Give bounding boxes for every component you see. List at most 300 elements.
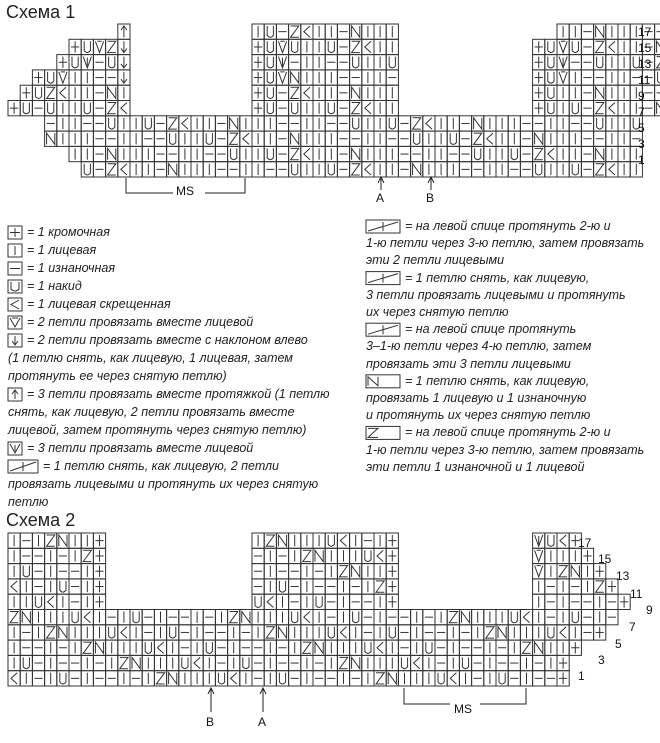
legend-line: протянуть ее через снятую петлю) [8,369,227,383]
twisted-knit-symbol [194,657,200,668]
legend-cross-symbol [10,462,36,471]
yarn-over-symbol [365,550,371,561]
yarn-over-symbol [328,627,334,638]
legend-line: = 2 петли провязать вместе с наклоном влево [27,333,308,347]
chart-2-cell [374,640,386,655]
chart-2-cell [337,533,349,548]
z-symbol [108,41,116,52]
yarn-over-symbol [572,41,578,52]
yarn-over-symbol [548,72,554,83]
chart-2-cell [8,671,20,686]
z-symbol [657,57,660,68]
scheme-1-row-number: 15 [638,41,652,55]
legend-line: провязать эти 3 петли лицевыми [366,356,571,371]
twisted-knit-symbol [267,596,273,607]
legend-line: = 1 накид [27,279,82,293]
n-symbol [291,72,299,83]
legend-symbol-box [366,375,400,388]
twisted-knit-symbol [84,612,90,623]
chart-1-cell [484,131,496,146]
chart-2-cell [520,610,532,625]
twisted-knit-symbol [340,535,346,546]
scheme-2-row-number: 1 [578,669,585,683]
chart-2-cell [301,610,313,625]
z-symbol [108,164,116,175]
n-symbol [315,642,323,653]
yarn-over-symbol [597,118,603,129]
yarn-over-symbol [48,103,54,114]
chart-1-cell [606,39,618,54]
twisted-knit-symbol [121,103,127,114]
dec2-symbol [95,41,103,52]
z-symbol [368,428,378,437]
legend-line: 3 петли провязать лицевыми и протянуть [366,287,626,302]
twisted-knit-symbol [365,103,371,114]
yarn-over-symbol [170,627,176,638]
chart-2-cell [557,625,569,640]
scheme-2-row-number: 15 [598,552,612,566]
chart-1-cell [606,101,618,116]
yarn-over-symbol [23,103,29,114]
yarn-over-symbol [145,642,151,653]
twisted-knit-symbol [304,87,310,98]
yarn-over-symbol [328,164,334,175]
legend-line: = 1 кромочная [27,225,110,239]
scheme-1-title: Схема 1 [6,2,76,22]
legend-line: 1-ю петли через 3-ю петлю, затем провязать [366,442,645,457]
chart-1-cell [606,162,618,177]
scheme-1-row-number: 3 [638,137,645,151]
z-symbol [10,612,18,623]
z-symbol [266,627,274,638]
dec3-symbol [559,57,567,68]
n-symbol [571,566,579,577]
n-symbol [108,87,116,98]
yarn-over-symbol [328,103,334,114]
yarn-over-symbol [267,103,273,114]
yarn-over-symbol [35,87,41,98]
legend-line: эти 2 петли лицевыми [366,253,505,268]
yarn-over-symbol [267,148,273,159]
z-symbol [376,581,384,592]
z-symbol [47,627,55,638]
n-symbol [242,612,250,623]
twisted-knit-symbol [377,550,383,561]
twisted-knit-symbol [11,300,19,309]
yarn-over-symbol [109,118,115,129]
z-symbol [413,118,421,129]
twisted-knit-symbol [548,148,554,159]
legend-line: петлю [8,495,49,509]
twisted-knit-symbol [365,164,371,175]
dec2-symbol [535,550,543,561]
yarn-over-symbol [548,57,554,68]
z-symbol [230,133,238,144]
twisted-knit-symbol [48,596,54,607]
yarn-over-symbol [243,657,249,668]
twisted-knit-symbol [11,581,17,592]
legend-line: = на левой спице протянуть 2-ю и [405,425,611,440]
legend-line: = на левой спице протянуть [405,322,577,337]
legend-line: = 1 лицевая скрещенная [27,297,171,311]
yarn-over-symbol [292,41,298,52]
yarn-over-symbol [279,581,285,592]
twisted-knit-symbol [231,673,237,684]
legend-line: = 3 петли провязать вместе протяжкой (1 петлю [27,387,330,401]
z-symbol [156,673,164,684]
z-symbol [596,164,604,175]
yarn-over-symbol [548,627,554,638]
scheme-1-row-number: 5 [638,121,645,135]
chart-1-cell [301,24,313,39]
yarn-over-symbol [255,596,261,607]
chart-2-cell [557,533,569,548]
scheme-2-title: Схема 2 [6,510,76,530]
yarn-over-symbol [511,612,517,623]
chart-1-cell [118,101,130,116]
twisted-knit-symbol [365,41,371,52]
chart-1-cell [118,162,130,177]
yarn-over-symbol [84,103,90,114]
yarn-over-symbol [389,118,395,129]
dec3-symbol [83,57,91,68]
scheme-1-row-number: 11 [638,73,651,87]
yarn-over-symbol [23,657,29,668]
dec2-symbol [535,566,543,577]
scheme-2-marker-a: A [258,715,267,729]
twisted-knit-symbol [304,612,310,623]
yarn-over-symbol [450,133,456,144]
yarn-over-symbol [353,57,359,68]
legend-line: (1 петлю снять, как лицевую, 1 лицевая, затем [8,351,293,365]
n-symbol [278,535,286,546]
chart-1-cell [301,85,313,100]
twisted-knit-symbol [157,642,163,653]
scheme-1-row-number: 17 [638,25,652,39]
legend-cross-symbol [368,274,398,283]
n-symbol [169,164,177,175]
z-symbol [596,581,604,592]
legend-line: = 1 петлю снять, как лицевую, [405,270,590,285]
n-symbol [461,612,469,623]
twisted-knit-symbol [377,642,383,653]
twisted-knit-symbol [609,164,615,175]
dec3-symbol [10,444,20,453]
dec2-symbol [10,318,20,327]
legend-line: = на левой спице протянуть 2-ю и [405,219,611,233]
yarn-over-symbol [267,57,273,68]
chart-2-cell [81,610,93,625]
z-symbol [352,103,360,114]
n-symbol [352,657,360,668]
legend-line: 1-ю петли через 3-ю петлю, затем провязать [366,236,645,251]
twisted-knit-symbol [60,87,66,98]
twisted-knit-symbol [340,627,346,638]
z-symbol [449,612,457,623]
scheme-2-row-number: 13 [616,569,630,583]
yarn-over-symbol [548,87,554,98]
chart-2-cell [191,655,203,670]
twisted-knit-symbol [304,26,310,37]
legend-line: снять, как лицевую, 2 петли провязать вместе [8,405,295,419]
twisted-knit-symbol [560,535,566,546]
yarn-over-symbol [292,612,298,623]
yarn-over-symbol [133,612,139,623]
dec2-symbol [278,41,286,52]
chart-2-cell [8,579,20,594]
n-symbol [596,26,604,37]
twisted-knit-symbol [609,41,615,52]
dec2-symbol [559,41,567,52]
twisted-knit-symbol [523,612,529,623]
z-symbol [376,673,384,684]
chart-1-cell [179,116,191,131]
n-symbol [596,148,604,159]
legend-line: = 1 лицевая [27,243,97,257]
n-symbol [352,148,360,159]
scheme-2-row-number: 5 [615,637,622,651]
n-symbol [291,133,299,144]
yarn-over-symbol [353,118,359,129]
n-symbol [413,164,421,175]
yarn-over-symbol [475,148,481,159]
legend-line: лицевой, затем протянуть через снятую петлю) [8,423,307,437]
scheme-2-row-number: 3 [598,653,605,667]
legend-line: = 1 петлю снять, как лицевую, [405,373,590,388]
legend-line: и протянуть их через снятую петлю [366,408,591,423]
z-symbol [230,612,238,623]
yarn-over-symbol [182,657,188,668]
z-symbol [291,87,299,98]
chart-2-cell [154,640,166,655]
chart-2-cell [374,548,386,563]
legend-line: провязать 1 лицевую и 1 изнаночную [366,391,587,405]
yarn-over-symbol [548,103,554,114]
legend-line: = 1 изнаночная [27,261,116,275]
n-symbol [352,26,360,37]
dec2-symbol [59,72,67,83]
scheme-1-ms-label: MS [176,184,194,198]
n-symbol [388,673,396,684]
z-symbol [474,133,482,144]
yarn-over-symbol [292,103,298,114]
chart-2-cell [447,671,459,686]
n-symbol [657,41,660,52]
twisted-knit-symbol [560,627,566,638]
yarn-over-symbol [267,72,273,83]
n-symbol [59,535,67,546]
scheme-2-row-number: 7 [629,620,636,634]
yarn-over-symbol [206,642,212,653]
n-symbol [596,87,604,98]
chart-1-cell [362,39,374,54]
yarn-over-symbol [572,103,578,114]
yarn-over-symbol [267,26,273,37]
yarn-over-symbol [267,87,273,98]
z-symbol [352,164,360,175]
twisted-knit-symbol [487,133,493,144]
z-symbol [339,657,347,668]
n-symbol [59,627,67,638]
n-symbol [278,627,286,638]
scheme-1-row-number: 9 [638,89,645,103]
yarn-over-symbol [170,133,176,144]
n-symbol [474,118,482,129]
legend-cross-symbol [368,325,398,334]
scheme-2-ms-label: MS [454,702,472,716]
twisted-knit-symbol [121,164,127,175]
yarn-over-symbol [267,41,273,52]
chart-1-cell [362,101,374,116]
n-symbol [230,118,238,129]
legend-line: эти петли 1 изнаночной и 1 лицевой [366,459,585,474]
dec2-symbol [559,72,567,83]
z-symbol [83,550,91,561]
chart-1-cell [362,162,374,177]
yarn-over-symbol [328,41,334,52]
yarn-over-symbol [279,673,285,684]
yarn-over-symbol [231,148,237,159]
yarn-over-symbol [23,566,29,577]
yarn-over-symbol [389,57,395,68]
n-symbol [95,642,103,653]
yarn-over-symbol [499,673,505,684]
yarn-over-symbol [35,596,41,607]
z-symbol [291,26,299,37]
z-symbol [596,41,604,52]
yarn-over-symbol [401,657,407,668]
n-symbol [657,103,660,114]
scheme-1-marker-a: A [376,191,385,205]
dec3-symbol [535,535,543,546]
legend-line: = 1 петлю снять, как лицевую, 2 петли [43,459,279,473]
twisted-knit-symbol [450,673,456,684]
yarn-over-symbol [60,581,66,592]
chart-2-cell [264,594,276,609]
scheme-2-row-number: 11 [630,587,643,601]
yarn-over-symbol [109,57,115,68]
yarn-over-symbol [548,41,554,52]
chart-scheme-2 [8,533,630,686]
scheme-1-row-number: 13 [638,57,652,71]
z-symbol [339,566,347,577]
yarn-over-symbol [11,282,19,291]
yarn-over-symbol [292,164,298,175]
z-symbol [486,627,494,638]
yarn-over-symbol [536,164,542,175]
yarn-over-symbol [145,118,151,129]
yarn-over-symbol [389,627,395,638]
n-symbol [47,133,55,144]
n-symbol [352,566,360,577]
yarn-over-symbol [48,72,54,83]
chart-1-cell [57,85,69,100]
chart-2-cell [118,625,130,640]
chart-scheme-1 [8,24,660,177]
legend-line: провязать лицевыми и протянуть их через снятую [8,477,319,491]
yarn-over-symbol [72,612,78,623]
chart-2-cell [228,671,240,686]
yarn-over-symbol [597,57,603,68]
yarn-over-symbol [218,673,224,684]
yarn-over-symbol [462,657,468,668]
chart-2-cell [411,655,423,670]
n-symbol [169,673,177,684]
twisted-knit-symbol [304,148,310,159]
chart-1-cell [240,131,252,146]
z-symbol [303,550,311,561]
yarn-over-symbol [511,148,517,159]
dec2-symbol [278,72,286,83]
yarn-over-symbol [316,596,322,607]
n-symbol [352,87,360,98]
z-symbol [108,103,116,114]
yarn-over-symbol [206,133,212,144]
yarn-over-symbol [426,642,432,653]
twisted-knit-symbol [11,673,17,684]
n-symbol [22,612,30,623]
z-symbol [303,642,311,653]
n-symbol [108,148,116,159]
z-symbol [266,535,274,546]
yarn-over-symbol [572,164,578,175]
yarn-over-symbol [328,535,334,546]
legend-line: = 2 петли провязать вместе лицевой [27,315,254,329]
z-symbol [47,535,55,546]
chart-1-cell [423,116,435,131]
z-symbol [596,103,604,114]
n-symbol [315,550,323,561]
chart-1-cell [545,146,557,161]
z-symbol [559,566,567,577]
n-symbol [535,133,543,144]
yarn-over-symbol [84,164,90,175]
legend-line: 3–1-ю петли через 4-ю петлю, затем [366,339,592,354]
z-symbol [47,87,55,98]
legend-line: их через снятую петлю [366,305,509,319]
twisted-knit-symbol [414,657,420,668]
yarn-over-symbol [72,57,78,68]
z-symbol [120,657,128,668]
scheme-1-row-number: 7 [638,105,645,119]
yarn-over-symbol [353,612,359,623]
scheme-2-marker-b: B [206,715,215,729]
scheme-2-row-number: 9 [646,603,653,617]
twisted-knit-symbol [121,627,127,638]
yarn-over-symbol [414,133,420,144]
yarn-over-symbol [365,642,371,653]
z-symbol [352,41,360,52]
z-symbol [522,642,530,653]
yarn-over-symbol [109,627,115,638]
z-symbol [169,118,177,129]
z-symbol [291,148,299,159]
twisted-knit-symbol [182,118,188,129]
yarn-over-symbol [60,673,66,684]
dec3-symbol [278,57,286,68]
n-symbol [535,642,543,653]
yarn-over-symbol [438,673,444,684]
twisted-knit-symbol [426,118,432,129]
chart-2-cell [45,594,57,609]
z-symbol [83,642,91,653]
n-symbol [132,657,140,668]
twisted-knit-symbol [609,103,615,114]
yarn-over-symbol [572,612,578,623]
yarn-over-symbol [84,41,90,52]
z-symbol [535,148,543,159]
chart-1-cell [301,146,313,161]
